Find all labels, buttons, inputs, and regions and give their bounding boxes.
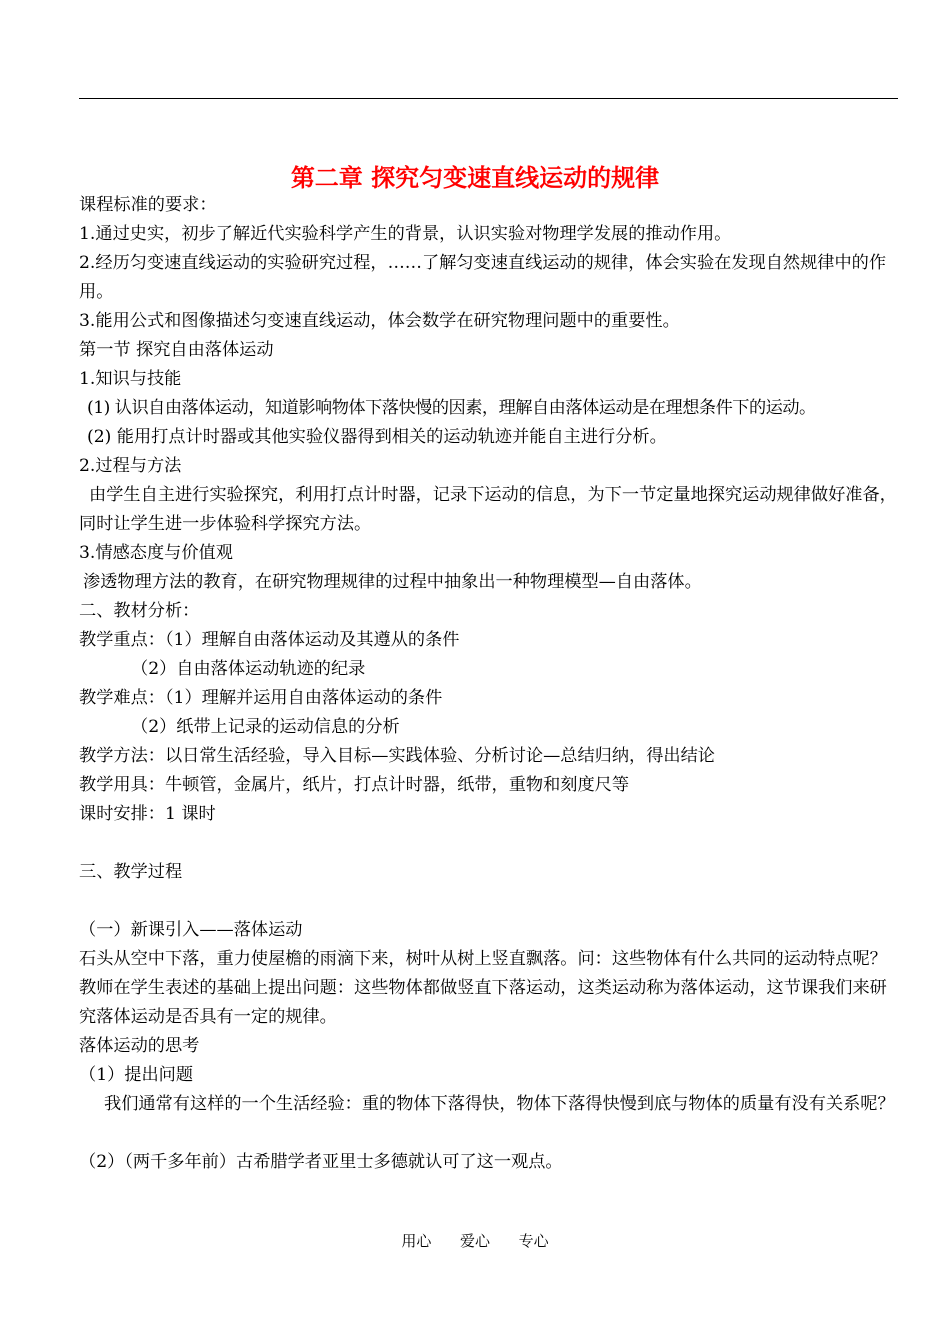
body-line: (1) 认识自由落体运动，知道影响物体下落快慢的因素，理解自由落体运动是在理想条件下的运动。 [87,398,816,418]
body-line: 由学生自主进行实验探究，利用打点计时器，记录下运动的信息，为下一节定量地探究运动规律做好准备，同时让学生进一步体验科学探究方法。 [79,485,897,534]
body-line: 课时安排：1 课时 [79,804,216,824]
body-line: 渗透物理方法的教育，在研究物理规律的过程中抽象出一种物理模型—自由落体。 [83,572,702,592]
body-line: 教师在学生表述的基础上提出问题：这些物体都做竖直下落运动，这类运动称为落体运动，这节课我们来研究落体运动是否具有一定的规律。 [79,978,887,1027]
body-line: 石头从空中下落，重力使屋檐的雨滴下来，树叶从树上竖直飘落。问：这些物体有什么共同的运动特点呢？ [79,949,887,969]
body-line: 教学方法：以日常生活经验，导入目标—实践体验、分析讨论—总结归纳，得出结论 [79,746,715,766]
body-line: (2) 能用打点计时器或其他实验仪器得到相关的运动轨迹并能自主进行分析。 [87,427,667,447]
body-line: 二、教材分析： [79,601,200,621]
body-line: 1.知识与技能 [79,369,182,389]
body-line: 教学用具：牛顿管，金属片，纸片，打点计时器，纸带，重物和刻度尺等 [79,775,630,795]
body-line: 落体运动的思考 [79,1036,200,1056]
body-line: （一）新课引入——落体运动 [79,920,303,940]
body-line: 教学难点：（1）理解并运用自由落体运动的条件 [79,688,443,708]
section-heading: 第一节 探究自由落体运动 [79,340,274,360]
header-rule [79,98,898,99]
body-line: （2）（两千多年前）古希腊学者亚里士多德就认可了这一观点。 [79,1152,563,1172]
section-heading: 三、教学过程 [79,862,183,882]
body-line: 2.过程与方法 [79,456,182,476]
body-line: （1）提出问题 [79,1065,194,1085]
body-line: 我们通常有这样的一个生活经验：重的物体下落得快，物体下落得快慢到底与物体的质量有没有关系呢？ [104,1094,895,1114]
body-line: （2）自由落体运动轨迹的纪录 [131,659,366,679]
chapter-title: 第二章 探究匀变速直线运动的规律 [290,164,660,192]
body-line: 课程标准的要求： [79,195,217,215]
body-line: 3.能用公式和图像描述匀变速直线运动，体会数学在研究物理问题中的重要性。 [79,311,680,331]
body-line: 1.通过史实，初步了解近代实验科学产生的背景，认识实验对物理学发展的推动作用。 [79,224,732,244]
spacer [79,887,901,916]
body-line: 教学重点：（1）理解自由落体运动及其遵从的条件 [79,630,460,650]
spacer [79,1119,901,1148]
document-body [79,191,901,1177]
body-line: 2.经历匀变速直线运动的实验研究过程，……了解匀变速直线运动的规律，体会实验在发现自然规律中的作用。 [79,253,887,302]
spacer [79,829,901,858]
body-line: （2）纸带上记录的运动信息的分析 [131,717,400,737]
page-footer: 用心 爱心 专心 [401,1232,549,1250]
body-line: 3.情感态度与价值观 [79,543,233,563]
